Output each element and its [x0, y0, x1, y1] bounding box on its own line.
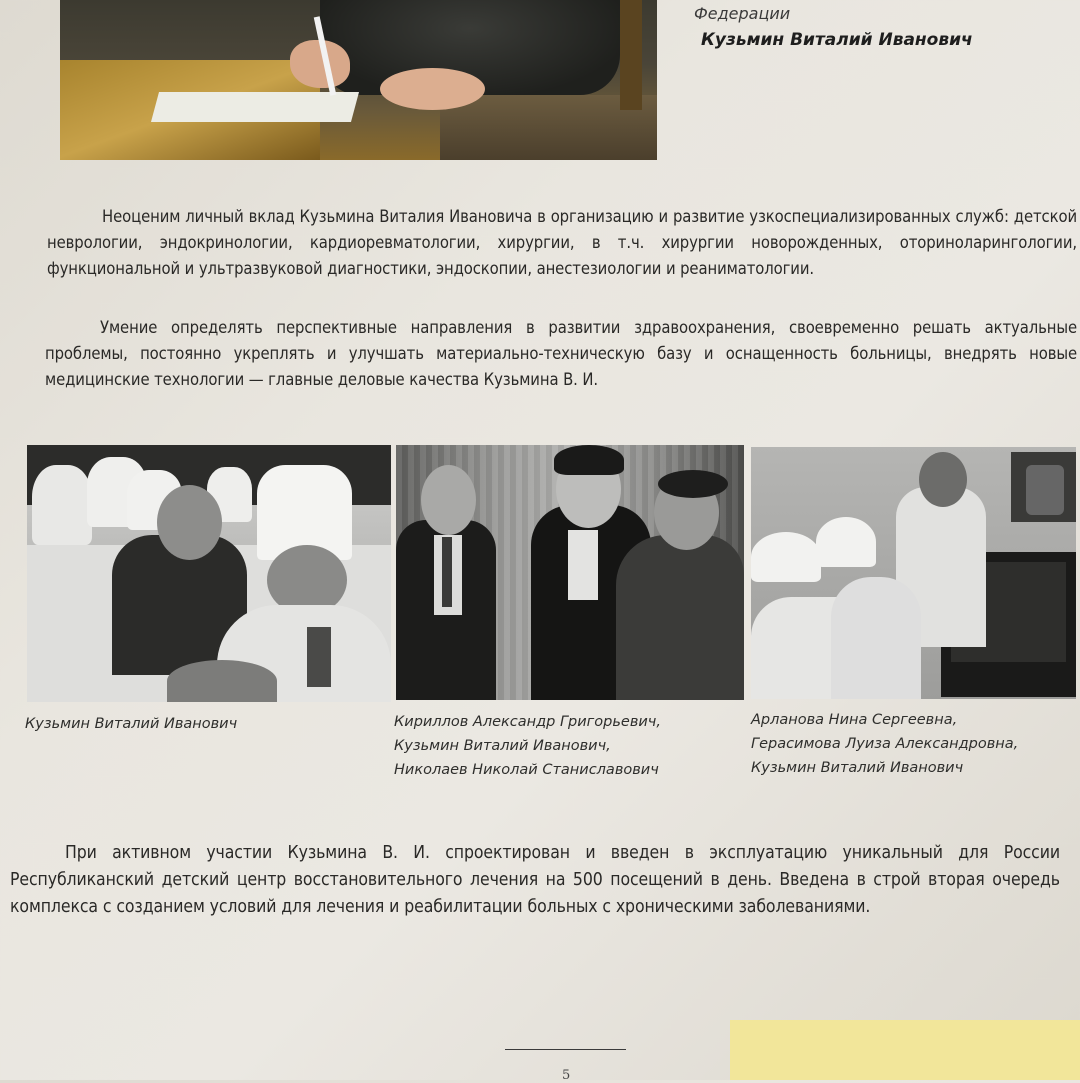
page-number: 5 [562, 1068, 571, 1083]
paragraph-3 [10, 840, 1060, 921]
photo-3 [751, 447, 1076, 699]
caption-line: Кузьмин Виталий Иванович [751, 760, 964, 776]
caption-line: Кузьмин Виталий Иванович [25, 716, 238, 732]
caption-line: Кириллов Александр Григорьевич, [394, 714, 661, 730]
caption-line: Арланова Нина Сергеевна, [751, 712, 958, 728]
caption-title: Федерации [694, 4, 791, 23]
top-photo-caption [694, 4, 1054, 50]
paragraph-1 [47, 204, 1077, 282]
caption-line: Герасимова Луиза Александровна, [751, 736, 1019, 752]
paragraph-2-text: Умение определять перспективные направления в развитии здравоохранения, своевременно решать актуальные проблемы, постоянно укреплять и улучшать материально-техническую базу и оснащенность больницы, внедрять новые медицинские технологии — главные деловые качества Кузьмина В. И. [45, 318, 1077, 389]
top-photo [60, 0, 657, 160]
paragraph-2 [45, 315, 1077, 393]
caption-line: Кузьмин Виталий Иванович, [394, 738, 611, 754]
photo-2-caption [394, 710, 661, 782]
yellow-accent-block [730, 1020, 1080, 1080]
caption-line: Николаев Николай Станиславович [394, 762, 659, 778]
footer-rule [505, 1049, 626, 1050]
caption-name: Кузьмин Виталий Иванович [701, 30, 973, 50]
photo-1 [27, 445, 391, 702]
photo-3-caption [751, 708, 1018, 780]
photo-1-caption [25, 712, 237, 736]
paragraph-1-text: Неоценим личный вклад Кузьмина Виталия Ивановича в организацию и развитие узкоспециализированных служб: детской неврологии, эндокринологии, кардиоревматологии, хирургии, в т.ч. хирургии новорожденных, оториноларингологии, функциональной и ультразвуковой диагностики, эндоскопии, анестезиологии и реаниматологии. [47, 207, 1077, 278]
paragraph-3-text: При активном участии Кузьмина В. И. спроектирован и введен в эксплуатацию уникальный для России Республиканский детский центр восстановительного лечения на 500 посещений в день. Введена в строй вторая очередь комплекса с созданием условий для лечения и реабилитации больных с хроническими заболеваниями. [10, 843, 1060, 917]
photo-2 [396, 445, 744, 700]
